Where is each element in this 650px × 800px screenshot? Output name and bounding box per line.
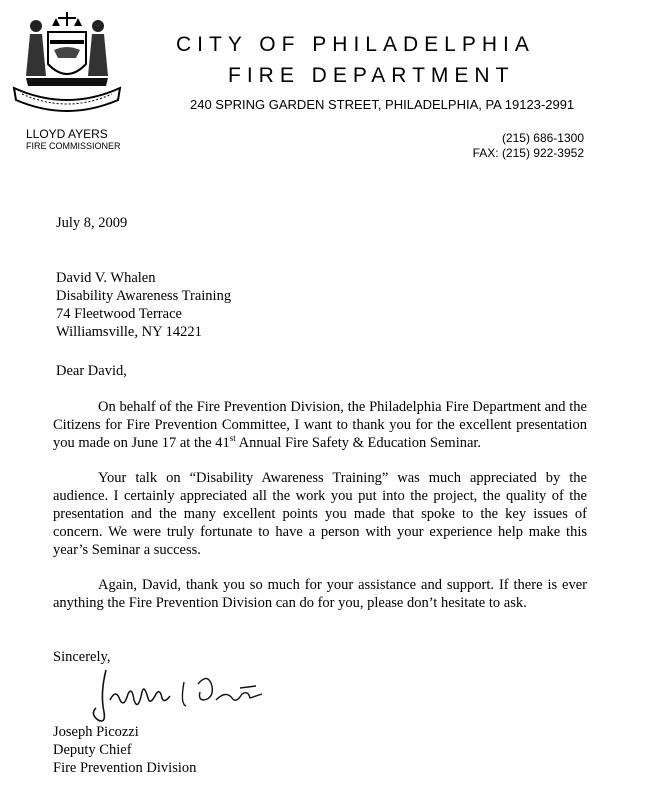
signer-division: Fire Prevention Division (53, 760, 197, 776)
recipient-address-block (56, 269, 231, 341)
phone-number: (215) 686-1300 (501, 131, 584, 145)
ordinal-suffix: st (229, 433, 236, 444)
paragraph-1-text: On behalf of the Fire Prevention Division, the Philadelphia Fire Department and the Citizens for Fire Prevention Committee, I want to thank you for the excellent presentation you made on June 17 at the 41 (53, 399, 587, 451)
commissioner-title: FIRE COMMISSIONER (26, 141, 121, 151)
city-seal-icon (6, 4, 128, 124)
fax-number: FAX: (215) 922-3952 (472, 146, 584, 160)
paragraph-3: Again, David, thank you so much for your assistance and support. If there is ever anything the Fire Prevention Division can do for you, please don’t hesitate to ask. (53, 577, 587, 611)
paragraph-1-text-end: Annual Fire Safety & Education Seminar. (235, 435, 482, 451)
paragraph-1 (53, 398, 587, 452)
recipient-street: 74 Fleetwood Terrace (56, 306, 182, 322)
handwritten-signature-icon (80, 664, 280, 726)
letter-date: July 8, 2009 (56, 215, 128, 231)
signer-title: Deputy Chief (53, 742, 132, 758)
closing: Sincerely, (53, 649, 111, 665)
signer-name: Joseph Picozzi (53, 724, 139, 740)
recipient-city: Williamsville, NY 14221 (56, 324, 202, 340)
salutation: Dear David, (56, 363, 127, 379)
commissioner-name: LLOYD AYERS (26, 127, 108, 141)
signature-block (53, 723, 196, 777)
letterhead-address: 240 SPRING GARDEN STREET, PHILADELPHIA, PA 19123-2991 (190, 97, 575, 112)
recipient-name: David V. Whalen (56, 270, 156, 286)
letterhead-org-name: CITY OF PHILADELPHIA (176, 33, 535, 56)
paragraph-2: Your talk on “Disability Awareness Training” was much appreciated by the audience. I certainly appreciated all the work you put into the project, the quality of the presentation and the many excellent points you made that spoke to the key issues of concern. We were truly fortunate to have a person with your experience help make this year’s Seminar a success. (53, 470, 587, 558)
recipient-organization: Disability Awareness Training (56, 288, 232, 304)
letterhead-department-name: FIRE DEPARTMENT (228, 64, 515, 87)
